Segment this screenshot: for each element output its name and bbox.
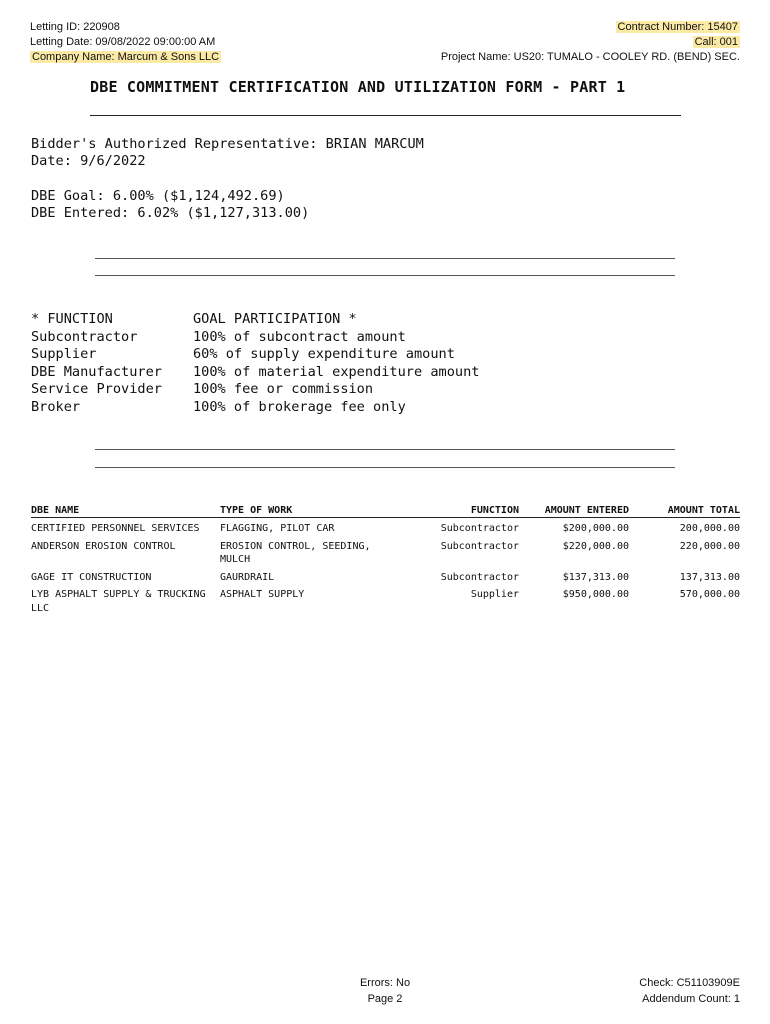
separator-line	[95, 275, 675, 276]
table-row	[31, 571, 740, 585]
function-name: Service Provider	[31, 381, 162, 397]
separator-line	[95, 258, 675, 259]
function-name: Supplier	[31, 346, 97, 362]
dbe-goal: DBE Goal: 6.00% ($1,124,492.69)	[31, 188, 285, 204]
amount-entered: $137,313.00	[562, 571, 629, 583]
function-name: Subcontractor	[31, 328, 138, 345]
amount-total: 137,313.00	[679, 571, 740, 583]
page-number: Page 2	[367, 993, 403, 1005]
function-goal: 100% of subcontract amount	[193, 328, 406, 345]
dbe-name: ANDERSON EROSION CONTROL	[31, 540, 176, 552]
function-goal: 100% of brokerage fee only	[193, 398, 406, 415]
company-name: Company Name: Marcum & Sons LLC	[32, 51, 220, 63]
amount-total: 200,000.00	[679, 523, 740, 534]
footer-center	[330, 975, 440, 1007]
title-underline	[90, 115, 681, 116]
amount-entered: $220,000.00	[562, 540, 629, 552]
table-row	[31, 588, 740, 615]
col-dbe-name: DBE NAME	[31, 505, 80, 516]
function-name: Broker	[31, 398, 81, 415]
dbe-entered: DBE Entered: 6.02% ($1,127,313.00)	[31, 205, 310, 221]
goal-header: GOAL PARTICIPATION *	[193, 311, 357, 327]
dbe-name: LYB ASPHALT SUPPLY & TRUCKING LLC	[31, 589, 206, 614]
type-of-work: FLAGGING, PILOT CAR	[220, 523, 335, 534]
dbe-function: Subcontractor	[440, 571, 519, 583]
letting-date: Letting Date: 09/08/2022 09:00:00 AM	[30, 36, 216, 48]
amount-entered: $950,000.00	[562, 589, 629, 600]
dbe-utilization-table	[31, 505, 740, 615]
amount-entered: $200,000.00	[562, 523, 629, 534]
amount-total: 570,000.00	[679, 589, 740, 600]
function-goal: 100% fee or commission	[193, 381, 374, 397]
addendum-count: Addendum Count: 1	[642, 993, 740, 1005]
col-type-of-work: TYPE OF WORK	[220, 505, 293, 516]
dbe-function: Subcontractor	[440, 540, 519, 552]
header-left	[30, 20, 221, 65]
function-row	[31, 329, 479, 347]
function-header: * FUNCTION	[31, 311, 113, 327]
form-title: DBE COMMITMENT CERTIFICATION AND UTILIZATION FORM - PART 1	[90, 78, 626, 96]
footer-right	[639, 975, 740, 1007]
col-amount-entered: AMOUNT ENTERED	[544, 505, 629, 516]
type-of-work: ASPHALT SUPPLY	[220, 589, 305, 600]
dbe-name: GAGE IT CONSTRUCTION	[31, 571, 152, 583]
bidder-date: Date: 9/6/2022	[31, 153, 146, 169]
dbe-table-header	[31, 505, 740, 518]
function-row	[31, 399, 479, 417]
function-goal: 100% of material expenditure amount	[193, 363, 480, 380]
function-row	[31, 346, 479, 364]
function-goal: 60% of supply expenditure amount	[193, 346, 455, 362]
separator-line	[95, 467, 675, 468]
errors-status: Errors: No	[359, 977, 411, 989]
dbe-name: CERTIFIED PERSONNEL SERVICES	[31, 523, 200, 534]
function-table-header	[31, 311, 479, 329]
contract-number: Contract Number: 15407	[617, 21, 738, 33]
type-of-work: EROSION CONTROL, SEEDING, MULCH	[220, 540, 371, 565]
col-amount-total: AMOUNT TOTAL	[667, 505, 740, 516]
check-code: Check: C51103909E	[639, 977, 740, 989]
function-row	[31, 381, 479, 399]
col-function: FUNCTION	[470, 505, 519, 516]
function-row	[31, 364, 479, 382]
project-name: Project Name: US20: TUMALO - COOLEY RD. (BEND) SEC.	[440, 51, 740, 63]
call-number: Call: 001	[694, 36, 738, 48]
bidder-representative: Bidder's Authorized Representative: BRIAN MARCUM	[31, 136, 424, 152]
table-row	[31, 540, 740, 567]
type-of-work: GAURDRAIL	[220, 571, 275, 583]
letting-id: Letting ID: 220908	[30, 21, 120, 33]
amount-total: 220,000.00	[679, 540, 740, 552]
table-row	[31, 522, 740, 536]
function-name: DBE Manufacturer	[31, 363, 162, 380]
header-right	[441, 20, 740, 65]
dbe-function: Subcontractor	[440, 523, 519, 534]
separator-line	[95, 449, 675, 450]
function-goal-table	[31, 311, 479, 416]
dbe-function: Supplier	[470, 589, 519, 600]
